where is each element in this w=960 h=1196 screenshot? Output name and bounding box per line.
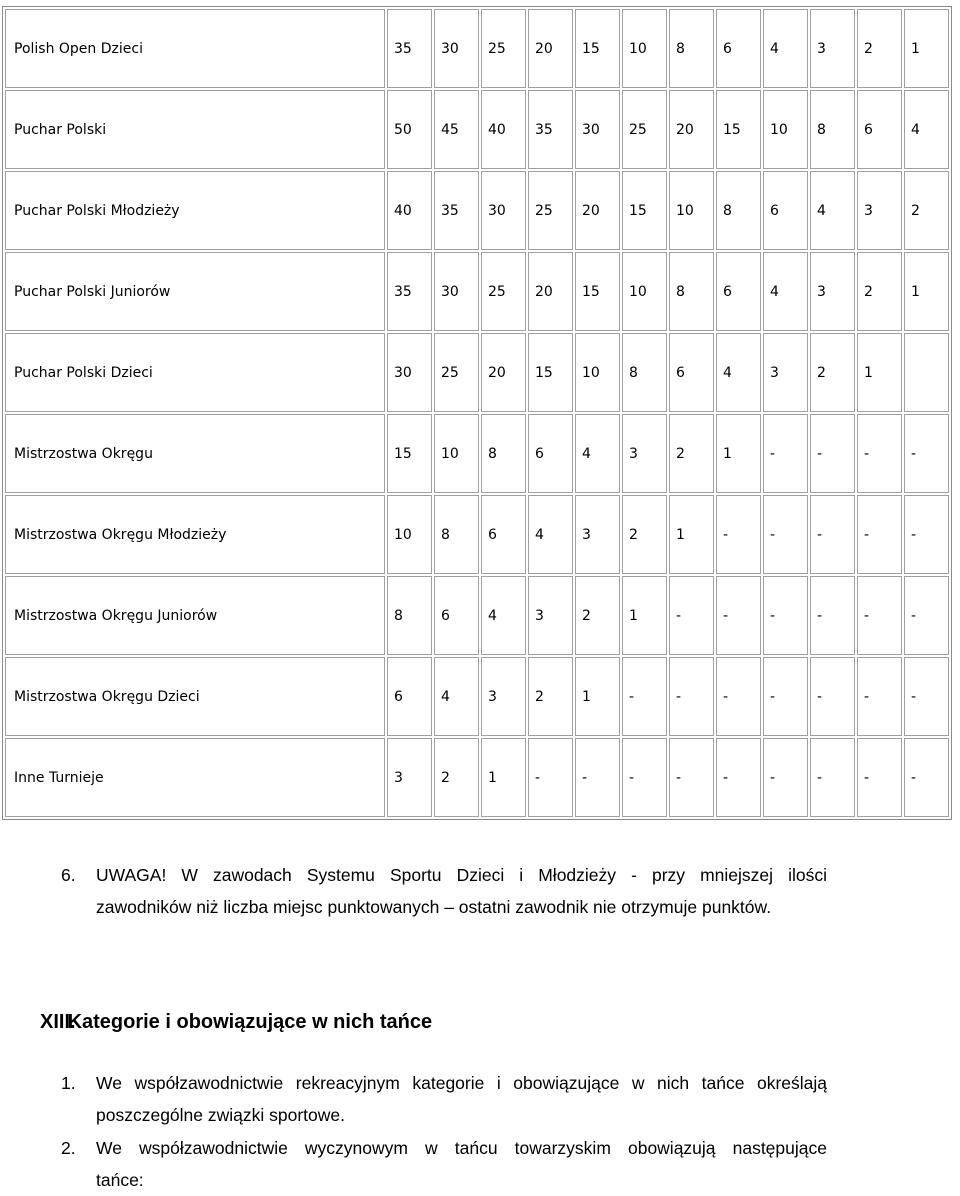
- points-cell: 10: [763, 90, 808, 169]
- points-cell: 25: [481, 9, 526, 88]
- points-cell: 4: [575, 414, 620, 493]
- points-cell: 4: [481, 576, 526, 655]
- item-1-line-1: We współzawodnictwie rekreacyjnym kategorie i obowiązujące w nich tańce określają: [96, 1073, 827, 1093]
- points-cell: 6: [528, 414, 573, 493]
- points-cell: 4: [810, 171, 855, 250]
- points-cell: -: [763, 495, 808, 574]
- points-cell: -: [857, 495, 902, 574]
- points-cell: 3: [528, 576, 573, 655]
- points-cell: -: [716, 738, 761, 817]
- note-line-1: UWAGA! W zawodach Systemu Sportu Dzieci i Młodzieży - przy mniejszej ilości: [96, 865, 827, 885]
- item-2-line-2: tańce:: [96, 1170, 144, 1190]
- points-cell: 35: [434, 171, 479, 250]
- points-cell: 20: [528, 9, 573, 88]
- points-cell: 3: [763, 333, 808, 412]
- competition-name-cell: Mistrzostwa Okręgu Młodzieży: [5, 495, 385, 574]
- points-cell: 2: [575, 576, 620, 655]
- points-cell: -: [763, 576, 808, 655]
- points-cell: 1: [575, 657, 620, 736]
- points-cell: 8: [810, 90, 855, 169]
- points-cell: 30: [434, 252, 479, 331]
- points-cell: 2: [528, 657, 573, 736]
- points-cell: 4: [763, 9, 808, 88]
- points-cell: 3: [622, 414, 667, 493]
- points-cell: 50: [387, 90, 432, 169]
- points-cell: -: [810, 495, 855, 574]
- competition-name-cell: Puchar Polski: [5, 90, 385, 169]
- points-cell: -: [810, 414, 855, 493]
- points-table: [2, 6, 952, 820]
- points-cell: 30: [387, 333, 432, 412]
- points-cell: 6: [857, 90, 902, 169]
- points-cell: 1: [716, 414, 761, 493]
- points-cell: 3: [810, 9, 855, 88]
- points-cell: 10: [669, 171, 714, 250]
- points-cell: -: [857, 576, 902, 655]
- points-cell: -: [904, 576, 949, 655]
- points-cell: 3: [810, 252, 855, 331]
- points-cell: 20: [481, 333, 526, 412]
- points-cell: 4: [716, 333, 761, 412]
- points-cell: 8: [434, 495, 479, 574]
- points-cell: 2: [904, 171, 949, 250]
- points-cell: -: [716, 495, 761, 574]
- points-cell: 25: [481, 252, 526, 331]
- points-cell: 8: [622, 333, 667, 412]
- points-cell: 30: [575, 90, 620, 169]
- item-2-line-1: We współzawodnictwie wyczynowym w tańcu towarzyskim obowiązują następujące: [96, 1138, 827, 1158]
- points-cell: 8: [716, 171, 761, 250]
- competition-name-cell: Mistrzostwa Okręgu Juniorów: [5, 576, 385, 655]
- points-cell: -: [857, 738, 902, 817]
- points-cell: -: [575, 738, 620, 817]
- section-number: XIII.: [40, 1011, 76, 1033]
- item-2-paragraph: [61, 1132, 827, 1196]
- competition-name-cell: Puchar Polski Młodzieży: [5, 171, 385, 250]
- points-cell: -: [669, 657, 714, 736]
- points-cell: 2: [622, 495, 667, 574]
- points-cell: 1: [481, 738, 526, 817]
- item-1-text: [96, 1067, 827, 1131]
- item-2-text: [96, 1132, 827, 1196]
- points-cell: 15: [575, 9, 620, 88]
- table-row: [5, 576, 949, 655]
- points-cell: 6: [763, 171, 808, 250]
- points-cell: 3: [387, 738, 432, 817]
- points-cell: 6: [716, 252, 761, 331]
- note-paragraph: [61, 859, 827, 923]
- points-cell: 15: [575, 252, 620, 331]
- points-cell: -: [669, 738, 714, 817]
- item-1-paragraph: [61, 1067, 827, 1131]
- table-row: [5, 9, 949, 88]
- points-cell: 2: [810, 333, 855, 412]
- points-cell: 30: [434, 9, 479, 88]
- points-cell: 1: [669, 495, 714, 574]
- points-cell: -: [904, 414, 949, 493]
- points-cell: 10: [622, 252, 667, 331]
- points-cell: 3: [857, 171, 902, 250]
- competition-name-cell: Puchar Polski Juniorów: [5, 252, 385, 331]
- section-heading: [40, 1011, 432, 1034]
- points-cell: 4: [434, 657, 479, 736]
- points-cell: 10: [387, 495, 432, 574]
- points-cell: -: [763, 738, 808, 817]
- competition-name-cell: Polish Open Dzieci: [5, 9, 385, 88]
- points-cell: 4: [763, 252, 808, 331]
- points-cell: -: [904, 495, 949, 574]
- table-row: [5, 495, 949, 574]
- item-1-number: 1.: [61, 1073, 76, 1093]
- table-row: [5, 333, 949, 412]
- table-row: [5, 171, 949, 250]
- points-cell: -: [857, 414, 902, 493]
- points-cell: 20: [575, 171, 620, 250]
- points-cell: 1: [857, 333, 902, 412]
- points-cell: -: [810, 738, 855, 817]
- points-cell: 10: [434, 414, 479, 493]
- table-row: [5, 738, 949, 817]
- item-2-number: 2.: [61, 1138, 76, 1158]
- note-line-2: zawodników niż liczba miejsc punktowanych – ostatni zawodnik nie otrzymuje punktów.: [96, 897, 772, 917]
- points-cell: 2: [857, 9, 902, 88]
- points-cell: 1: [904, 9, 949, 88]
- table-row: [5, 252, 949, 331]
- points-cell: 15: [387, 414, 432, 493]
- points-cell: 4: [528, 495, 573, 574]
- points-cell: -: [857, 657, 902, 736]
- points-cell: 25: [434, 333, 479, 412]
- points-cell: 1: [904, 252, 949, 331]
- section-title: Kategorie i obowiązujące w nich tańce: [67, 1011, 433, 1033]
- points-cell: 8: [669, 9, 714, 88]
- points-cell: -: [716, 657, 761, 736]
- points-cell: 15: [716, 90, 761, 169]
- points-cell: 4: [904, 90, 949, 169]
- points-cell: 20: [669, 90, 714, 169]
- points-cell: -: [763, 657, 808, 736]
- points-cell: 35: [387, 9, 432, 88]
- note-number: 6.: [61, 865, 76, 885]
- points-cell: 45: [434, 90, 479, 169]
- points-cell: -: [763, 414, 808, 493]
- points-cell: 15: [622, 171, 667, 250]
- points-cell: -: [528, 738, 573, 817]
- points-cell: -: [904, 738, 949, 817]
- competition-name-cell: Mistrzostwa Okręgu: [5, 414, 385, 493]
- points-cell: 3: [575, 495, 620, 574]
- points-cell: 6: [669, 333, 714, 412]
- points-cell: 6: [434, 576, 479, 655]
- points-cell: 10: [575, 333, 620, 412]
- points-cell: 15: [528, 333, 573, 412]
- note-text: [96, 859, 827, 923]
- table-row: [5, 90, 949, 169]
- points-cell: 35: [387, 252, 432, 331]
- points-cell: 3: [481, 657, 526, 736]
- points-cell: 25: [622, 90, 667, 169]
- points-cell: 2: [434, 738, 479, 817]
- points-cell: 8: [387, 576, 432, 655]
- competition-name-cell: Puchar Polski Dzieci: [5, 333, 385, 412]
- points-cell: 20: [528, 252, 573, 331]
- points-cell: -: [904, 657, 949, 736]
- points-cell: [904, 333, 949, 412]
- points-cell: -: [622, 657, 667, 736]
- points-cell: 6: [481, 495, 526, 574]
- item-1-line-2: poszczególne związki sportowe.: [96, 1105, 346, 1125]
- points-cell: 8: [481, 414, 526, 493]
- points-table-body: [5, 9, 949, 817]
- points-cell: 2: [857, 252, 902, 331]
- points-cell: 6: [716, 9, 761, 88]
- points-cell: -: [716, 576, 761, 655]
- points-cell: -: [810, 657, 855, 736]
- points-cell: 40: [481, 90, 526, 169]
- points-cell: -: [810, 576, 855, 655]
- points-cell: 6: [387, 657, 432, 736]
- table-row: [5, 657, 949, 736]
- points-cell: -: [669, 576, 714, 655]
- points-cell: 10: [622, 9, 667, 88]
- points-cell: 30: [481, 171, 526, 250]
- competition-name-cell: Mistrzostwa Okręgu Dzieci: [5, 657, 385, 736]
- points-cell: 35: [528, 90, 573, 169]
- points-cell: -: [622, 738, 667, 817]
- points-cell: 8: [669, 252, 714, 331]
- competition-name-cell: Inne Turnieje: [5, 738, 385, 817]
- points-cell: 25: [528, 171, 573, 250]
- points-cell: 1: [622, 576, 667, 655]
- points-cell: 40: [387, 171, 432, 250]
- points-cell: 2: [669, 414, 714, 493]
- table-row: [5, 414, 949, 493]
